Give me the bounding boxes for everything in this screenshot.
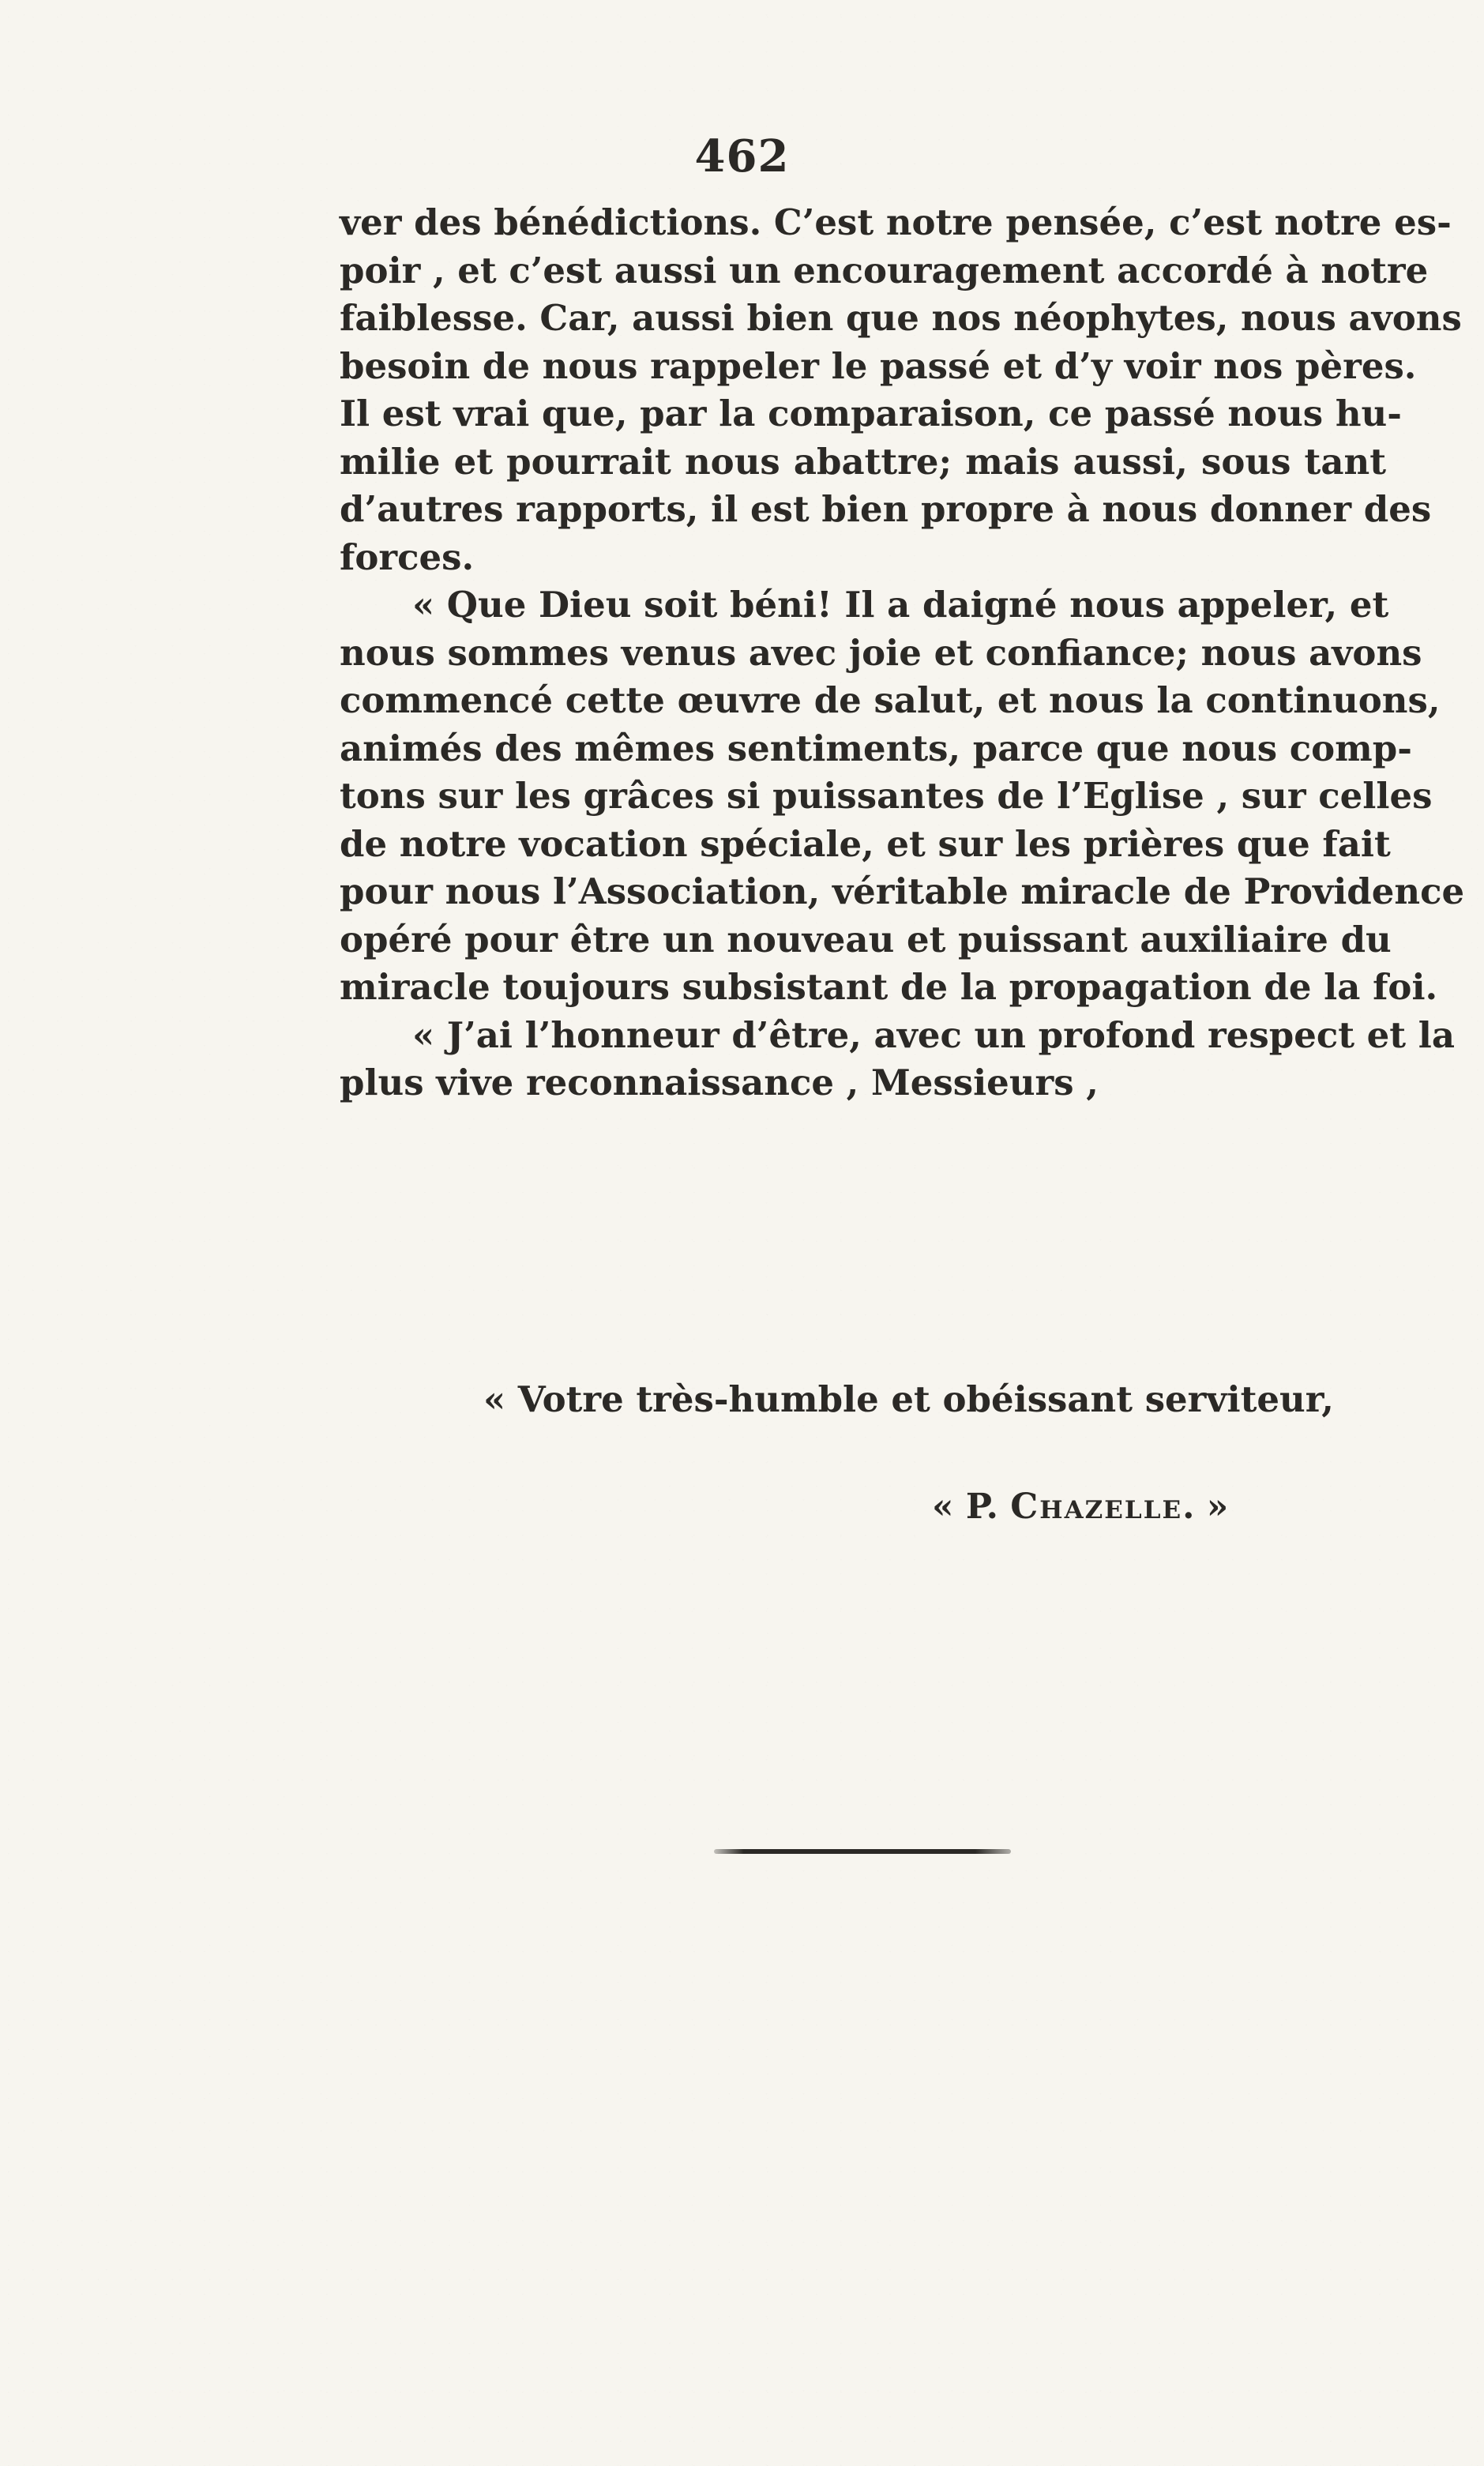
- text-line: animés des mêmes sentiments, parce que nous comp-: [340, 727, 1412, 769]
- text-line: pour nous l’Association, véritable miracle de Providence: [340, 870, 1465, 912]
- section-divider: [714, 1849, 1011, 1854]
- text-line: milie et pourrait nous abattre; mais aussi, sous tant: [340, 440, 1386, 483]
- text-line: plus vive reconnaissance , Messieurs ,: [340, 1062, 1099, 1103]
- text-line: forces.: [340, 536, 475, 578]
- text-line: ver des bénédictions. C’est notre pensée, c’est notre es-: [340, 201, 1452, 243]
- page-number: 462: [694, 130, 790, 182]
- signature-open-quote: «: [932, 1487, 954, 1527]
- signature-name: Chazelle: [1010, 1487, 1183, 1527]
- text-line: poir , et c’est aussi un encouragement accordé à notre: [340, 249, 1429, 291]
- text-line: faiblesse. Car, aussi bien que nos néophytes, nous avons: [340, 297, 1462, 339]
- text-line: « J’ai l’honneur d’être, avec un profond respect et la: [412, 1013, 1456, 1056]
- text-line: besoin de nous rappeler le passé et d’y voir nos pères.: [340, 344, 1417, 387]
- signature: [932, 1487, 1228, 1527]
- text-line: de notre vocation spéciale, et sur les prières que fait: [340, 822, 1391, 865]
- text-line: nous sommes venus avec joie et confiance; nous avons: [340, 631, 1422, 674]
- text-line: opéré pour être un nouveau et puissant auxiliaire du: [340, 918, 1392, 960]
- text-line: d’autres rapports, il est bien propre à nous donner des: [340, 488, 1432, 530]
- body-text: [340, 199, 1465, 1107]
- closing-formula: « Votre très-humble et obéissant serviteur,: [483, 1378, 1334, 1420]
- signature-end: . »: [1182, 1487, 1229, 1527]
- text-line: Il est vrai que, par la comparaison, ce passé nous hu-: [340, 393, 1402, 434]
- text-line: miracle toujours subsistant de la propagation de la foi.: [340, 966, 1438, 1008]
- text-line: « Que Dieu soit béni! Il a daigné nous appeler, et: [412, 584, 1389, 626]
- signature-initial: P.: [965, 1487, 998, 1527]
- text-line: tons sur les grâces si puissantes de l’Eglise , sur celles: [340, 775, 1433, 817]
- text-line: commencé cette œuvre de salut, et nous la continuons,: [340, 679, 1441, 721]
